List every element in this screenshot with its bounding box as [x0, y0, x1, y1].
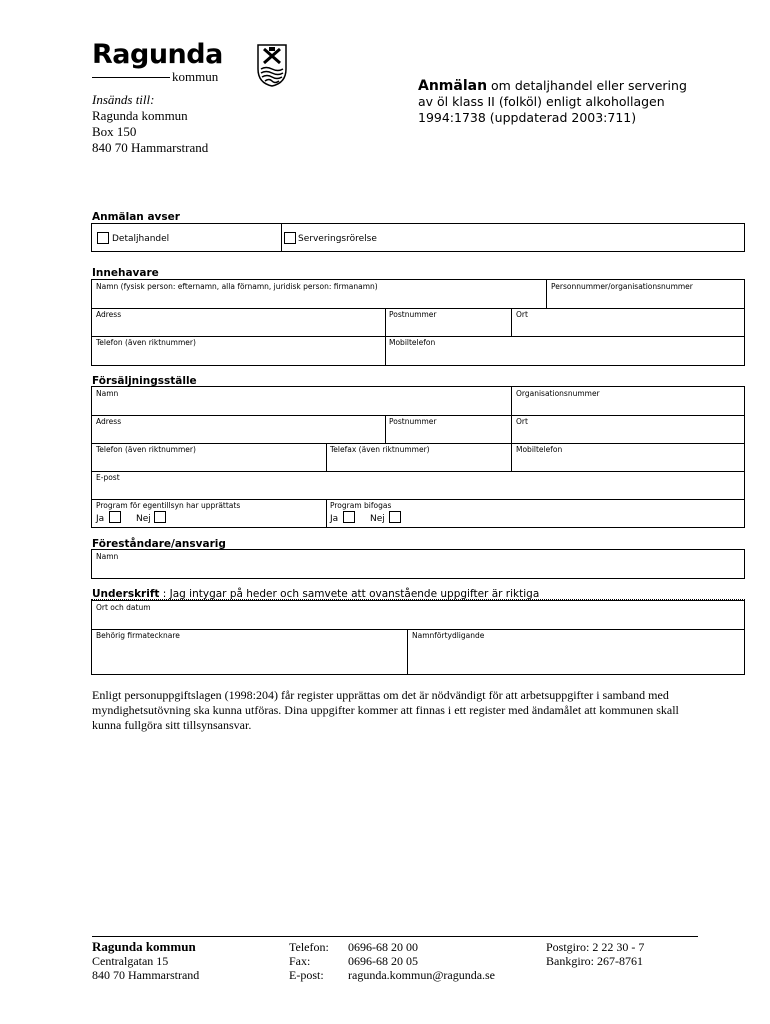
- footer-payment: [546, 940, 644, 968]
- servering-label: Serveringsrörelse: [298, 234, 377, 244]
- anmalan-avser-box: [91, 223, 745, 252]
- divider: [326, 499, 327, 527]
- logo-wordmark: Ragunda: [92, 39, 223, 70]
- recipient-line: 840 70 Hammarstrand: [92, 140, 209, 155]
- footer-bankgiro: Bankgiro: 267-8761: [546, 954, 643, 968]
- section-heading-anmalan: Anmälan avser: [92, 211, 180, 223]
- program-nej-checkbox[interactable]: [154, 511, 166, 523]
- form-title-rest: om detaljhandel eller servering: [487, 78, 687, 93]
- field-namnfortydligande[interactable]: Namnförtydligande: [412, 631, 485, 640]
- row-divider: [92, 336, 744, 337]
- field-forsaljning-postnr[interactable]: Postnummer: [389, 417, 437, 426]
- detaljhandel-checkbox[interactable]: [97, 232, 109, 244]
- section-heading-innehavare: Innehavare: [92, 267, 159, 279]
- row-divider: [92, 415, 744, 416]
- field-innehavare-adress[interactable]: Adress: [96, 310, 122, 319]
- divider: [407, 629, 408, 674]
- forestandare-box: [91, 549, 745, 579]
- recipient-label: Insänds till:: [92, 92, 155, 107]
- section-heading-forsaljning: Försäljningsställe: [92, 375, 197, 387]
- row-divider: [92, 471, 744, 472]
- divider: [326, 443, 327, 471]
- row-divider: [92, 629, 744, 630]
- form-title: [418, 78, 687, 126]
- row-divider: [92, 443, 744, 444]
- field-innehavare-namn[interactable]: Namn (fysisk person: efternamn, alla förnamn, juridisk person: firmanamn): [96, 282, 378, 291]
- footer-epost-label: E-post:: [289, 968, 324, 982]
- divider: [511, 387, 512, 471]
- divider: [281, 224, 282, 251]
- logo-rule: [92, 77, 170, 78]
- field-innehavare-pnr[interactable]: Personnummer/organisationsnummer: [551, 282, 693, 291]
- field-forsaljning-ort[interactable]: Ort: [516, 417, 528, 426]
- privacy-notice: Enligt personuppgiftslagen (1998:204) får register upprättas om det är nödvändigt för att arbetsuppgifter i samband med myndighetsutövning ska kunna utföras. Dina uppgifter kommer att finnas i ett register med ändamålet att kommunen skall kunna fullgöra sitt tillsynsansvar.: [92, 688, 679, 732]
- program-nej-label: Nej: [136, 514, 151, 524]
- footer-rule: [92, 936, 698, 937]
- field-forsaljning-namn[interactable]: Namn: [96, 389, 119, 398]
- footer-postgiro: Postgiro: 2 22 30 - 7: [546, 940, 645, 954]
- divider: [385, 415, 386, 443]
- footer-tel: 0696-68 20 00: [348, 940, 418, 954]
- footer-epost[interactable]: ragunda.kommun@ragunda.se: [348, 968, 496, 982]
- underskrift-declaration: : Jag intygar på heder och samvete att ovanstående uppgifter är riktiga: [159, 588, 540, 600]
- footer-fax-label: Fax:: [289, 954, 311, 968]
- underskrift-title: Underskrift: [92, 588, 160, 600]
- field-forsaljning-telefon[interactable]: Telefon (även riktnummer): [96, 445, 196, 454]
- program-ja-label: Ja: [96, 514, 105, 524]
- program-egentillsyn-label: Program för egentillsyn har upprättats: [96, 501, 241, 510]
- divider: [546, 280, 547, 308]
- form-title-line2: av öl klass II (folköl) enligt alkohollagen: [418, 94, 665, 109]
- logo-subtitle: kommun: [172, 69, 219, 84]
- recipient-line: Ragunda kommun: [92, 108, 188, 123]
- form-title-bold: Anmälan: [418, 78, 488, 94]
- bifogas-ja-checkbox[interactable]: [343, 511, 355, 523]
- footer-contact-labels: [289, 940, 329, 982]
- footer-fax: 0696-68 20 05: [348, 954, 418, 968]
- program-ja-checkbox[interactable]: [109, 511, 121, 523]
- section-heading-forestandare: Föreståndare/ansvarig: [92, 538, 226, 550]
- field-forsaljning-telefax[interactable]: Telefax (även riktnummer): [330, 445, 430, 454]
- field-innehavare-ort[interactable]: Ort: [516, 310, 528, 319]
- servering-checkbox[interactable]: [284, 232, 296, 244]
- footer-street: Centralgatan 15: [92, 954, 169, 968]
- recipient-line: Box 150: [92, 124, 137, 139]
- field-forsaljning-mobil[interactable]: Mobiltelefon: [516, 445, 563, 454]
- footer-org: Ragunda kommun: [92, 939, 196, 954]
- innehavare-box: [91, 279, 745, 366]
- field-ort-datum[interactable]: Ort och datum: [96, 603, 151, 612]
- bifogas-ja-label: Ja: [330, 514, 339, 524]
- row-divider: [92, 499, 744, 500]
- field-forsaljning-orgnr[interactable]: Organisationsnummer: [516, 389, 600, 398]
- recipient-address: [92, 92, 208, 156]
- field-behorig-firmatecknare[interactable]: Behörig firmatecknare: [96, 631, 180, 640]
- field-forsaljning-adress[interactable]: Adress: [96, 417, 122, 426]
- form-title-line3: 1994:1738 (uppdaterad 2003:711): [418, 110, 637, 125]
- ragunda-logo: [92, 40, 292, 88]
- footer-city: 840 70 Hammarstrand: [92, 968, 200, 982]
- footer-contact-values: [348, 940, 495, 982]
- bifogas-nej-checkbox[interactable]: [389, 511, 401, 523]
- forsaljning-box: [91, 386, 745, 528]
- row-divider: [92, 308, 744, 309]
- field-innehavare-mobil[interactable]: Mobiltelefon: [389, 338, 436, 347]
- divider: [385, 308, 386, 365]
- program-bifogas-label: Program bifogas: [330, 501, 392, 510]
- field-innehavare-telefon[interactable]: Telefon (även riktnummer): [96, 338, 196, 347]
- coat-of-arms-icon: [256, 43, 288, 87]
- footer-address: [92, 939, 199, 982]
- footer-tel-label: Telefon:: [289, 940, 329, 954]
- field-forsaljning-epost[interactable]: E-post: [96, 473, 120, 482]
- underskrift-box: [91, 600, 745, 675]
- bifogas-nej-label: Nej: [370, 514, 385, 524]
- detaljhandel-label: Detaljhandel: [112, 234, 170, 244]
- field-forestandare-namn[interactable]: Namn: [96, 552, 119, 561]
- field-innehavare-postnr[interactable]: Postnummer: [389, 310, 437, 319]
- divider: [511, 308, 512, 336]
